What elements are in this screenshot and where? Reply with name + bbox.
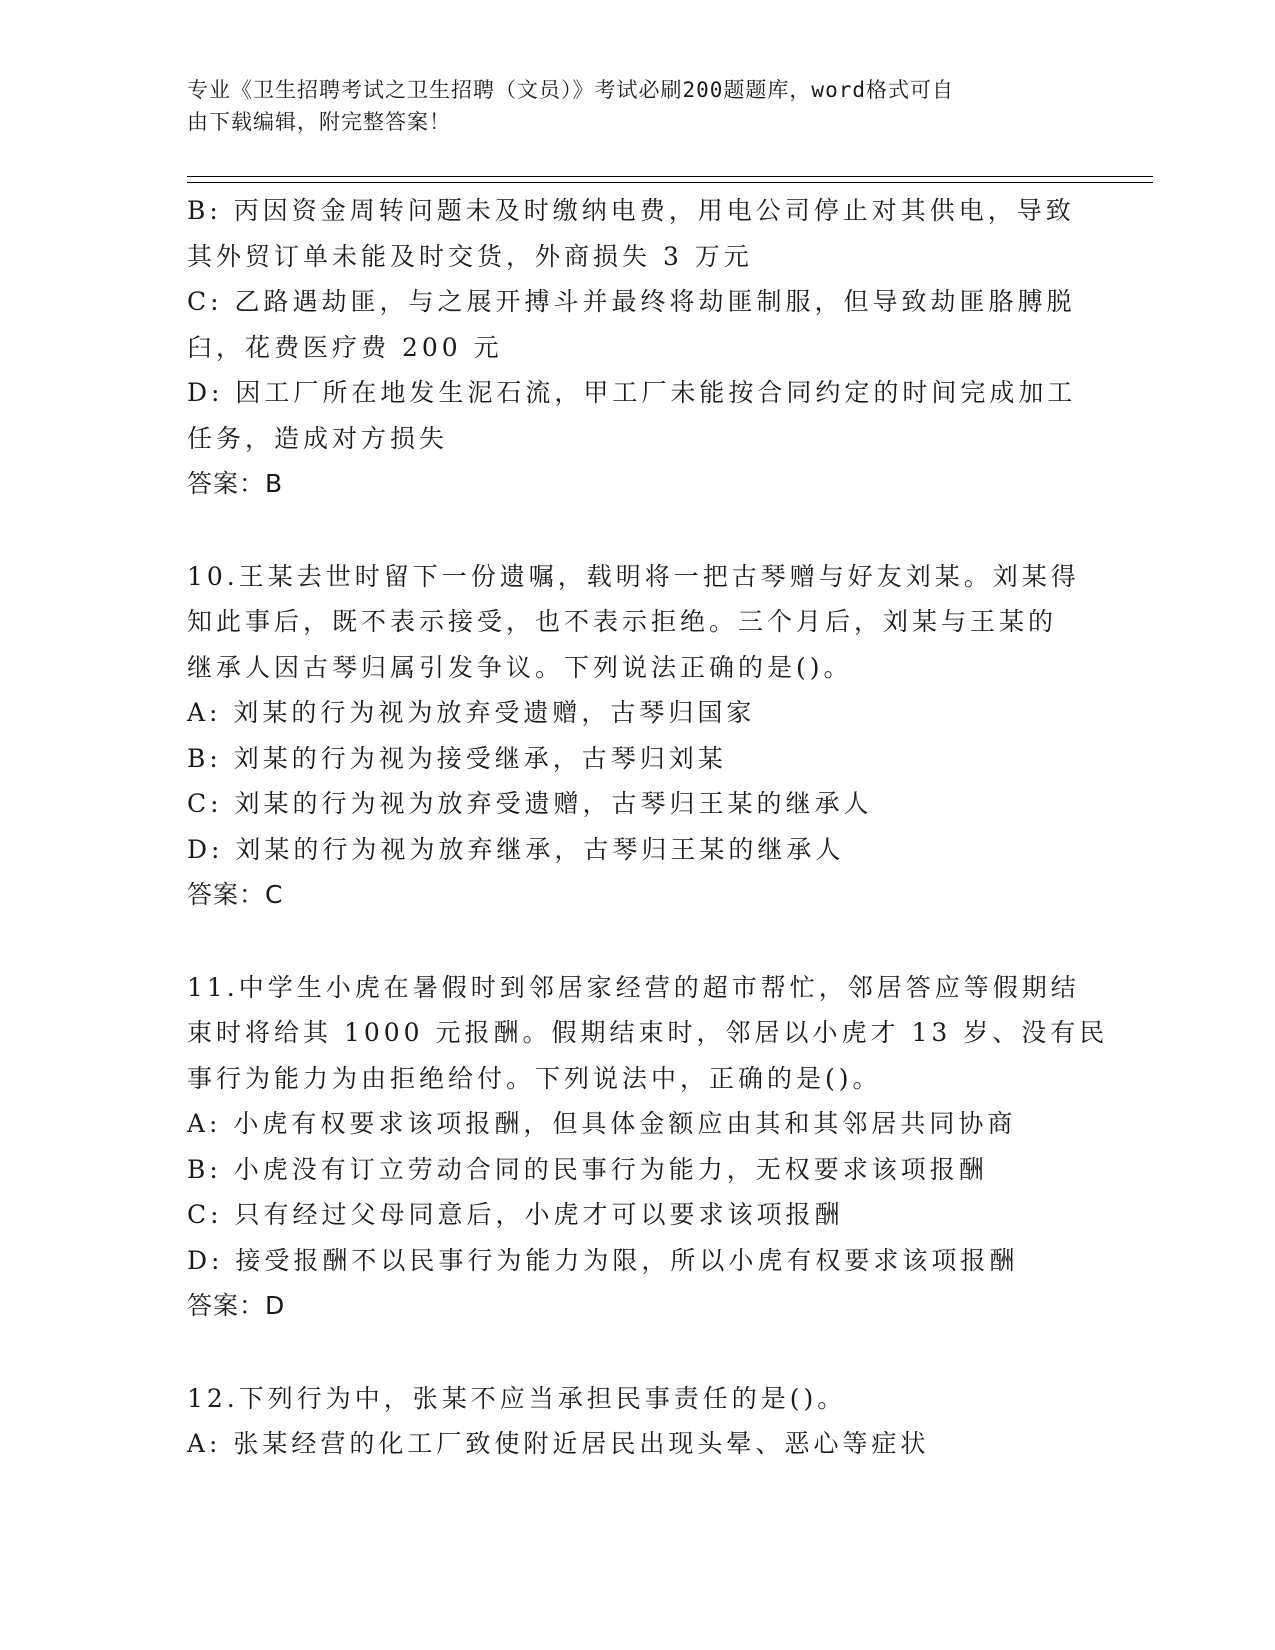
q10-option-a: A: 刘某的行为视为放弃受遗赠，古琴归国家 <box>187 698 756 727</box>
header-line-1: 专业《卫生招聘考试之卫生招聘（文员）》考试必刷200题题库，word格式可自 <box>187 78 954 102</box>
q9-option-c-line-1: C: 乙路遇劫匪，与之展开搏斗并最终将劫匪制服，但导致劫匪胳膊脱 <box>187 287 1076 316</box>
q12-option-a: A: 张某经营的化工厂致使附近居民出现头晕、恶心等症状 <box>187 1429 930 1458</box>
q10-answer: 答案：C <box>187 880 284 909</box>
document-body <box>187 188 1109 1467</box>
q10-stem-line-1: 10.王某去世时留下一份遗嘱，载明将一把古琴赠与好友刘某。刘某得 <box>187 561 1080 591</box>
q11-answer: 答案：D <box>187 1291 286 1320</box>
header-divider-top <box>187 176 1153 177</box>
q9-option-d-line-1: D: 因工厂所在地发生泥石流，甲工厂未能按合同约定的时间完成加工 <box>187 378 1077 407</box>
q11-stem-line-1: 11.中学生小虎在暑假时到邻居家经营的超市帮忙，邻居答应等假期结 <box>187 972 1080 1002</box>
question-10 <box>187 554 1087 918</box>
question-12 <box>187 1376 1087 1467</box>
q10-stem-line-3: 继承人因古琴归属引发争议。下列说法正确的是()。 <box>187 652 853 682</box>
q11-option-d: D: 接受报酬不以民事行为能力为限，所以小虎有权要求该项报酬 <box>187 1245 1019 1275</box>
q9-option-d-line-2: 任务，造成对方损失 <box>187 423 449 453</box>
q11-stem-line-2: 束时将给其 1000 元报酬。假期结束时，邻居以小虎才 13 岁、没有民 <box>187 1018 1109 1047</box>
q11-stem-line-3: 事行为能力为由拒绝给付。下列说法中，正确的是()。 <box>187 1063 882 1093</box>
q9-option-b-line-1: B: 丙因资金周转问题未及时缴纳电费，用电公司停止对其供电，导致 <box>187 196 1075 225</box>
question-11 <box>187 965 1109 1329</box>
question-9-continued <box>187 188 1087 507</box>
q9-option-b-line-2: 其外贸订单未能及时交货，外商损失 3 万元 <box>187 241 753 271</box>
q10-option-b: B: 刘某的行为视为接受继承，古琴归刘某 <box>187 743 727 773</box>
header-divider-bottom <box>187 182 1153 183</box>
q10-option-d: D: 刘某的行为视为放弃继承，古琴归王某的继承人 <box>187 834 845 864</box>
q12-stem-line-1: 12.下列行为中，张某不应当承担民事责任的是()。 <box>187 1383 847 1413</box>
document-header <box>187 74 1087 138</box>
q11-option-a: A: 小虎有权要求该项报酬，但具体金额应由其和其邻居共同协商 <box>187 1109 1017 1138</box>
q10-option-c: C: 刘某的行为视为放弃受遗赠，古琴归王某的继承人 <box>187 789 873 818</box>
header-line-2: 由下载编辑，附完整答案！ <box>187 110 451 134</box>
q10-stem-line-2: 知此事后，既不表示接受，也不表示拒绝。三个月后，刘某与王某的 <box>187 607 1058 636</box>
q9-answer: 答案：B <box>187 469 284 498</box>
q11-option-c: C: 只有经过父母同意后，小虎才可以要求该项报酬 <box>187 1200 844 1229</box>
q11-option-b: B: 小虎没有订立劳动合同的民事行为能力，无权要求该项报酬 <box>187 1154 988 1184</box>
q9-option-c-line-2: 臼，花费医疗费 200 元 <box>187 332 503 362</box>
